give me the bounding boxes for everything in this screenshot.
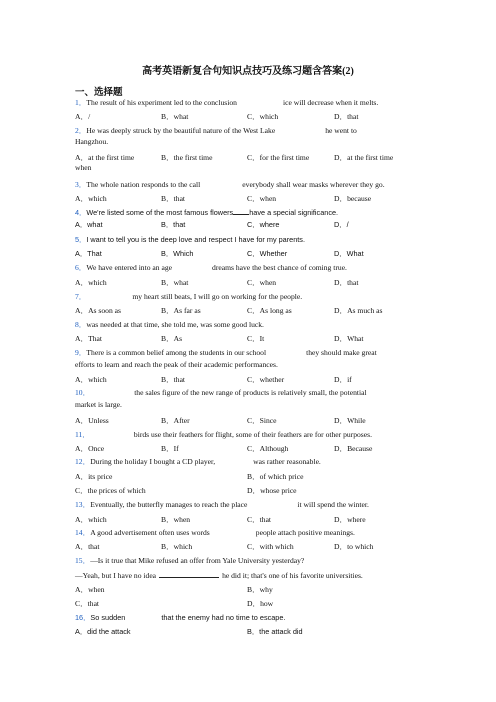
question-stem [75, 207, 338, 218]
answer-option[interactable]: D．While [334, 416, 366, 425]
answer-option[interactable]: D．whose price [247, 486, 297, 495]
question-stem [75, 528, 355, 538]
question-stem [75, 388, 367, 398]
question-number: 1． [75, 98, 87, 107]
answer-option[interactable]: A．That [75, 334, 102, 343]
question-text-after-blank: dreams have the best chance of coming true. [212, 263, 347, 272]
question-text-after-blank: the sales figure of the new range of products is relatively small, the potential [134, 388, 367, 397]
question-text: There is a common belief among the students in our school [86, 348, 267, 357]
answer-option[interactable]: A．/ [75, 112, 91, 121]
answer-option[interactable]: C．when [247, 278, 277, 287]
question-continuation [75, 570, 363, 581]
answer-option[interactable]: C．with which [247, 542, 294, 551]
question-text-after-blank: have a special significance. [249, 208, 339, 217]
question-number: 10． [75, 388, 91, 397]
answer-option[interactable]: B．what [161, 278, 189, 287]
answer-option[interactable]: B．when [161, 515, 191, 524]
answer-option[interactable]: B．that [161, 194, 186, 203]
answer-option[interactable]: A．which [75, 515, 107, 524]
question-number: 2． [75, 126, 87, 135]
answer-option[interactable]: B．Which [161, 249, 194, 258]
question-stem [75, 556, 304, 566]
question-text: During the holiday I bought a CD player, [90, 457, 216, 466]
answer-option[interactable]: B．the attack did [247, 627, 303, 636]
question-stem [75, 126, 357, 136]
answer-option[interactable]: A．As soon as [75, 306, 121, 315]
question-text: was needed at that time, she told me, was some good luck. [86, 320, 264, 329]
answer-option[interactable]: C．when [247, 194, 277, 203]
answer-option[interactable]: A．Once [75, 444, 105, 453]
answer-option[interactable]: C．where [247, 220, 280, 229]
question-stem [75, 263, 347, 273]
question-text: We're listed some of the most famous flowers [86, 208, 234, 217]
question-number: 8． [75, 320, 87, 329]
question-stem [75, 348, 377, 358]
answer-option[interactable]: D．What [334, 334, 364, 343]
answer-option[interactable]: B．why [247, 585, 273, 594]
question-stem [75, 180, 385, 190]
question-continuation-text: he did it; that's one of his favorite universities. [222, 571, 363, 580]
answer-option[interactable]: C．that [75, 599, 100, 608]
question-stem [75, 613, 285, 623]
answer-option[interactable]: C．It [247, 334, 265, 343]
question-number: 5． [75, 235, 87, 244]
answer-option[interactable]: A．that [75, 542, 100, 551]
question-text: He was deeply struck by the beautiful nature of the West Lake [86, 126, 276, 135]
question-number: 9． [75, 348, 87, 357]
answer-option[interactable]: B．the first time [161, 153, 213, 162]
question-text: We have entered into an age [86, 263, 173, 272]
answer-option[interactable]: B．After [161, 416, 190, 425]
answer-option[interactable]: B．what [161, 112, 189, 121]
section-heading: 一、选择题 [75, 88, 123, 98]
answer-option[interactable]: B．which [161, 542, 193, 551]
document-title: 高考英语新复合句知识点技巧及练习题含答案(2) [142, 66, 354, 77]
answer-blank[interactable] [233, 207, 249, 215]
question-text-after-blank: ice will decrease when it melts. [282, 98, 379, 107]
question-number: 7． [75, 292, 87, 301]
question-continuation-text: market is large. [75, 400, 122, 409]
answer-option[interactable]: A．That [75, 249, 102, 258]
answer-option[interactable]: B．that [161, 220, 186, 229]
answer-option[interactable]: C．As long as [247, 306, 292, 315]
question-text-after-blank: that the enemy had no time to escape. [161, 613, 286, 622]
question-stem [75, 235, 305, 245]
question-text: —Is it true that Mike refused an offer from Yale University yesterday? [90, 556, 305, 565]
answer-option[interactable]: D．where [334, 515, 366, 524]
question-text-after-blank: people attach positive meanings. [255, 528, 355, 537]
answer-option[interactable]: D．to which [334, 542, 374, 551]
answer-option[interactable]: D．at the first time [334, 153, 394, 162]
question-text-after-blank: it will spend the winter. [297, 500, 369, 509]
question-text-after-blank: birds use their feathers for flight, some of their feathers are for other purposes. [133, 430, 372, 439]
answer-option[interactable]: C．Since [247, 416, 277, 425]
question-continuation [75, 137, 108, 147]
question-stem [75, 98, 378, 108]
question-number: 11． [75, 430, 90, 439]
answer-option[interactable]: D．Because [334, 444, 373, 453]
answer-option[interactable]: C．that [247, 515, 272, 524]
answer-option[interactable]: A．at the first time [75, 153, 135, 162]
answer-option[interactable]: C．Whether [247, 249, 288, 258]
answer-option[interactable]: B．that [161, 375, 186, 384]
question-text: So sudden [90, 613, 126, 622]
question-continuation-text: efforts to learn and reach the peak of their academic performances. [75, 360, 278, 369]
answer-option[interactable]: A．Unless [75, 416, 109, 425]
question-text: The whole nation responds to the call [86, 180, 201, 189]
question-text: A good advertisement often uses words [90, 528, 210, 537]
answer-option[interactable]: D．if [334, 375, 352, 384]
question-text-after-blank: was rather reasonable. [253, 457, 321, 466]
question-stem [75, 500, 369, 510]
answer-option[interactable]: D．how [247, 599, 274, 608]
answer-option[interactable]: A．its price [75, 472, 113, 481]
answer-option[interactable]: D．What [334, 249, 364, 258]
question-text-after-blank: everybody shall wear masks wherever they go. [242, 180, 385, 189]
question-number: 3． [75, 180, 87, 189]
answer-option[interactable]: A．which [75, 194, 107, 203]
question-text-after-blank: he went to [325, 126, 357, 135]
option-continuation: when [75, 163, 92, 172]
question-continuation [75, 360, 278, 370]
answer-option[interactable]: C．the prices of which [75, 486, 146, 495]
answer-option[interactable]: D．that [334, 278, 359, 287]
answer-option[interactable]: B．As [161, 334, 183, 343]
question-text: I want to tell you is the deep love and respect I have for my parents. [86, 235, 305, 244]
question-stem [75, 430, 372, 440]
answer-option[interactable]: C．whether [247, 375, 285, 384]
question-text-after-blank: my heart still beats, I will go on working for the people. [132, 292, 303, 301]
answer-option[interactable]: A．which [75, 375, 107, 384]
question-text: The result of his experiment led to the conclusion [86, 98, 237, 107]
answer-blank[interactable] [159, 570, 219, 578]
question-number: 14． [75, 528, 91, 537]
question-number: 15． [75, 556, 91, 565]
answer-option[interactable]: D．that [334, 112, 359, 121]
question-stem [75, 292, 302, 302]
question-stem [75, 320, 264, 330]
question-continuation [75, 400, 122, 410]
question-text: Eventually, the butterfly manages to reach the place [90, 500, 248, 509]
question-number: 4． [75, 208, 87, 217]
question-number: 12． [75, 457, 91, 466]
answer-option[interactable]: A．when [75, 585, 105, 594]
answer-option[interactable]: A．did the attack [75, 627, 131, 636]
question-continuation-text: —Yeah, but I have no idea [75, 571, 157, 580]
answer-option[interactable]: D．/ [334, 220, 349, 229]
question-number: 16． [75, 613, 91, 622]
answer-option[interactable]: D．As much as [334, 306, 383, 315]
question-continuation-text: Hangzhou. [75, 137, 109, 146]
answer-option[interactable]: B．If [161, 444, 179, 453]
answer-option[interactable]: B．As far as [161, 306, 201, 315]
answer-option[interactable]: C．which [247, 112, 279, 121]
question-number: 6． [75, 263, 87, 272]
answer-option[interactable]: B．of which price [247, 472, 304, 481]
answer-option[interactable]: A．which [75, 278, 107, 287]
question-number: 13． [75, 500, 91, 509]
question-stem [75, 457, 321, 467]
answer-option[interactable]: C．for the first time [247, 153, 310, 162]
question-text-after-blank: they should make great [306, 348, 377, 357]
answer-option[interactable]: A．what [75, 220, 103, 229]
answer-option[interactable]: D．because [334, 194, 372, 203]
answer-option[interactable]: C．Although [247, 444, 289, 453]
